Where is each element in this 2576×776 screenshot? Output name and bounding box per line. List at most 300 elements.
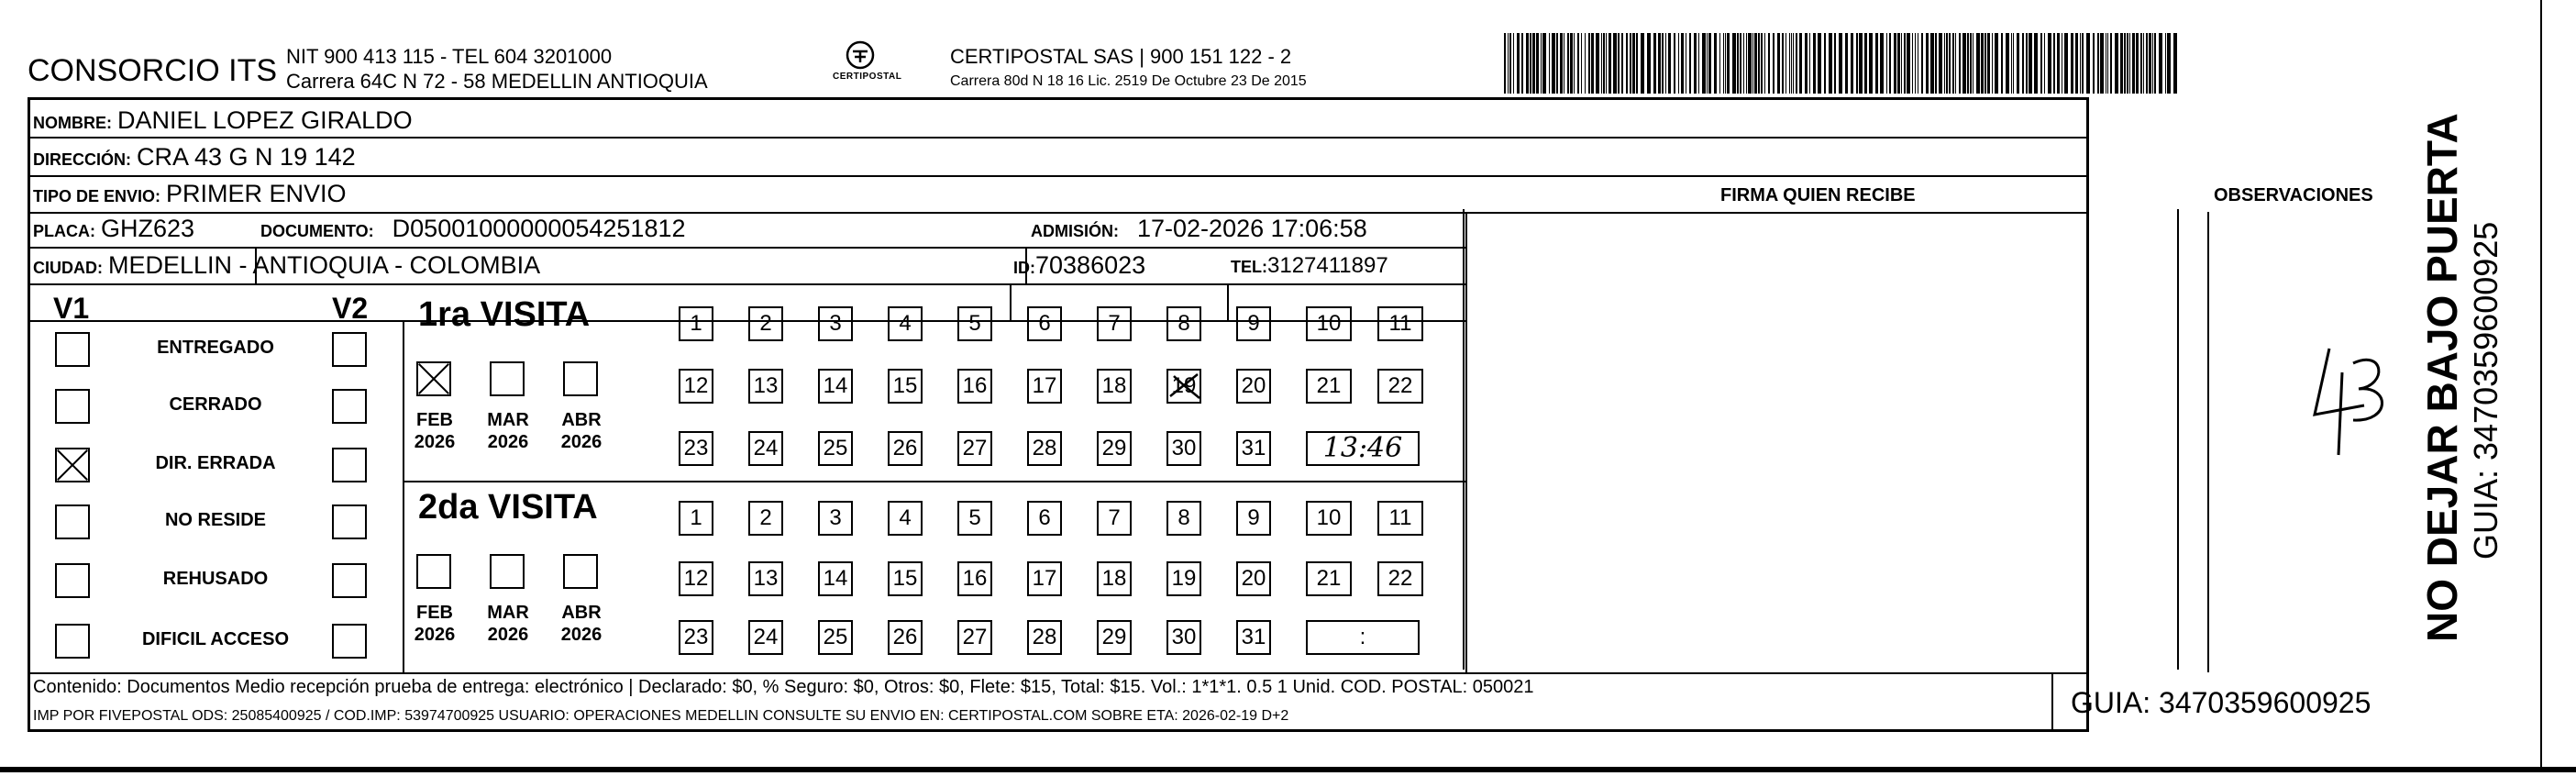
time-box[interactable]: 13:46 bbox=[1306, 431, 1420, 466]
status-v2-checkbox[interactable] bbox=[332, 332, 367, 367]
barcode-bar bbox=[2086, 33, 2090, 94]
barcode-bar bbox=[1588, 33, 1590, 94]
day-box[interactable]: 24 bbox=[748, 431, 783, 466]
day-box[interactable]: 6 bbox=[1027, 306, 1062, 341]
barcode-bar bbox=[2075, 33, 2078, 94]
day-box[interactable]: 22 bbox=[1377, 369, 1423, 404]
barcode-bar bbox=[2011, 33, 2012, 94]
barcode-bar bbox=[1886, 33, 1887, 94]
month-year: 2026 bbox=[560, 625, 603, 645]
barcode-bar bbox=[2110, 33, 2112, 94]
day-box[interactable]: 27 bbox=[957, 431, 992, 466]
day-box[interactable]: 29 bbox=[1097, 620, 1132, 655]
bottom-edge bbox=[0, 767, 2576, 772]
barcode-bar bbox=[2136, 33, 2139, 94]
day-box[interactable]: 5 bbox=[957, 306, 992, 341]
day-box[interactable]: 14 bbox=[818, 369, 853, 404]
barcode-bar bbox=[1955, 33, 1956, 94]
day-box[interactable]: 17 bbox=[1027, 561, 1062, 596]
barcode-bar bbox=[1824, 33, 1826, 94]
barcode-bar bbox=[1743, 33, 1744, 94]
day-box[interactable]: 5 bbox=[957, 501, 992, 536]
barcode-bar bbox=[1665, 33, 1666, 94]
barcode-bar bbox=[1773, 33, 1774, 94]
barcode-bar bbox=[1952, 33, 1954, 94]
barcode-bar bbox=[1658, 33, 1661, 94]
barcode-bar bbox=[1777, 33, 1780, 94]
barcode-bar bbox=[2017, 33, 2019, 94]
barcode-bar bbox=[1845, 33, 1848, 94]
barcode-bar bbox=[1915, 33, 1916, 94]
observation-text bbox=[2302, 330, 2304, 331]
month-checkbox[interactable] bbox=[563, 554, 598, 589]
barcode-bar bbox=[1725, 33, 1726, 94]
day-box[interactable]: 2 bbox=[748, 501, 783, 536]
barcode-bar bbox=[1674, 33, 1675, 94]
status-v2-checkbox[interactable] bbox=[332, 448, 367, 482]
day-box[interactable]: 3 bbox=[818, 306, 853, 341]
footer-impresion: IMP POR FIVEPOSTAL ODS: 25085400925 / COD.IMP: 53974700925 USUARIO: OPERACIONES MEDELLIN CONSULTE SU ENVIO EN: CERTIPOSTAL.COM SOBRE ETA: 2026-02-19 D+2 bbox=[33, 708, 1289, 724]
barcode-bar bbox=[1641, 33, 1644, 94]
barcode-bar bbox=[1626, 33, 1628, 94]
day-box[interactable]: 1 bbox=[679, 501, 713, 536]
day-box[interactable]: 29 bbox=[1097, 431, 1132, 466]
field-admision bbox=[1031, 215, 1367, 243]
barcode-bar bbox=[1618, 33, 1620, 94]
day-box[interactable]: 10 bbox=[1306, 501, 1352, 536]
barcode-bar bbox=[2152, 33, 2153, 94]
barcode-bar bbox=[1556, 33, 1558, 94]
barcode-bar bbox=[1746, 33, 1747, 94]
month-name: MAR bbox=[487, 603, 529, 623]
barcode-bar bbox=[1632, 33, 1635, 94]
barcode-bar bbox=[2013, 33, 2014, 94]
barcode-bar bbox=[2149, 33, 2151, 94]
barcode-bar bbox=[2044, 33, 2045, 94]
barcode-bar bbox=[1894, 33, 1896, 94]
barcode-bar bbox=[2093, 33, 2095, 94]
day-box[interactable]: 4 bbox=[888, 501, 923, 536]
barcode-bar bbox=[1764, 33, 1765, 94]
field-nombre bbox=[33, 106, 413, 135]
barcode-bar bbox=[1793, 33, 1794, 94]
id-label: ID: bbox=[1013, 259, 1035, 277]
barcode-bar bbox=[2006, 33, 2009, 94]
barcode-bar bbox=[1959, 33, 1961, 94]
barcode-bar bbox=[2120, 33, 2123, 94]
day-box[interactable]: 21 bbox=[1306, 561, 1352, 596]
barcode-bar bbox=[1636, 33, 1638, 94]
direccion-label: DIRECCIÓN: bbox=[33, 150, 131, 169]
month-name: ABR bbox=[561, 410, 602, 430]
barcode-bar bbox=[1761, 33, 1763, 94]
barcode-bar bbox=[1621, 33, 1623, 94]
barcode-bar bbox=[1904, 33, 1906, 94]
nit-line: NIT 900 413 115 - TEL 604 3201000 bbox=[286, 45, 613, 68]
tel-label: TEL: bbox=[1231, 258, 1267, 276]
day-box[interactable]: 28 bbox=[1027, 431, 1062, 466]
barcode-bar bbox=[1591, 33, 1594, 94]
barcode-bar bbox=[2140, 33, 2142, 94]
day-box[interactable]: 8 bbox=[1166, 501, 1201, 536]
barcode-bar bbox=[2107, 33, 2108, 94]
admision-label: ADMISIÓN: bbox=[1031, 222, 1119, 240]
day-mark-icon bbox=[1165, 369, 1205, 405]
barcode-bar bbox=[1880, 33, 1884, 94]
day-box[interactable]: 7 bbox=[1097, 306, 1132, 341]
month-label bbox=[556, 409, 607, 453]
barcode-bar bbox=[1985, 33, 1986, 94]
day-box[interactable]: 12 bbox=[679, 369, 713, 404]
day-box[interactable]: 1 bbox=[679, 306, 713, 341]
barcode-bar bbox=[1992, 33, 1993, 94]
barcode-bar bbox=[1504, 33, 1506, 94]
day-box[interactable]: 8 bbox=[1166, 306, 1201, 341]
day-box[interactable]: 23 bbox=[679, 431, 713, 466]
barcode-bar bbox=[1609, 33, 1611, 94]
company-info bbox=[286, 44, 708, 94]
field-id bbox=[1013, 251, 1145, 280]
barcode-bar bbox=[2082, 33, 2084, 94]
barcode-bar bbox=[1662, 33, 1664, 94]
barcode-bar bbox=[1789, 33, 1790, 94]
barcode-bar bbox=[1907, 33, 1910, 94]
barcode-bar bbox=[2022, 33, 2024, 94]
day-box[interactable]: 30 bbox=[1166, 431, 1201, 466]
barcode-bar bbox=[1596, 33, 1599, 94]
barcode-bar bbox=[1889, 33, 1891, 94]
month-name: FEB bbox=[416, 603, 453, 623]
day-box[interactable]: 20 bbox=[1236, 561, 1271, 596]
barcode-bar bbox=[1859, 33, 1863, 94]
barcode-bar bbox=[1601, 33, 1602, 94]
certipostal-info bbox=[950, 44, 1307, 94]
field-tel bbox=[1231, 253, 1388, 279]
day-box[interactable]: 9 bbox=[1236, 501, 1271, 536]
barcode-bar bbox=[1541, 33, 1542, 94]
status-label: CERRADO bbox=[169, 394, 262, 415]
barcode-bar bbox=[1809, 33, 1810, 94]
month-checkbox[interactable] bbox=[416, 554, 451, 589]
barcode-bar bbox=[1939, 33, 1942, 94]
status-v1-checkbox[interactable] bbox=[55, 389, 90, 424]
barcode-bar bbox=[1508, 33, 1509, 94]
barcode-bar bbox=[2026, 33, 2028, 94]
day-box[interactable]: 13 bbox=[748, 561, 783, 596]
logo-text: CERTIPOSTAL bbox=[833, 72, 902, 82]
barcode-bar bbox=[1949, 33, 1951, 94]
month-name: ABR bbox=[561, 603, 602, 623]
barcode-bar bbox=[1581, 33, 1582, 94]
barcode-bar bbox=[2071, 33, 2073, 94]
direccion-value: CRA 43 G N 19 142 bbox=[137, 143, 356, 171]
day-box[interactable]: 23 bbox=[679, 620, 713, 655]
month-checkbox[interactable] bbox=[563, 361, 598, 396]
barcode-bar bbox=[1897, 33, 1900, 94]
month-name: MAR bbox=[487, 410, 529, 430]
day-box[interactable]: 13 bbox=[748, 369, 783, 404]
status-v1-checkbox[interactable] bbox=[55, 563, 90, 598]
day-box[interactable]: 24 bbox=[748, 620, 783, 655]
field-placa bbox=[33, 215, 194, 243]
barcode-bar bbox=[1791, 33, 1792, 94]
barcode-bar bbox=[1799, 33, 1802, 94]
day-box[interactable]: 10 bbox=[1306, 306, 1352, 341]
status-v1-checkbox[interactable] bbox=[55, 332, 90, 367]
barcode-bar bbox=[1530, 33, 1531, 94]
month-label bbox=[556, 602, 607, 646]
status-label: ENTREGADO bbox=[157, 338, 274, 358]
barcode-bar bbox=[1570, 33, 1573, 94]
side-guia: GUIA: 3470359600925 bbox=[2467, 221, 2504, 560]
day-box[interactable]: 2 bbox=[748, 306, 783, 341]
barcode-bar bbox=[1521, 33, 1523, 94]
status-v2-checkbox[interactable] bbox=[332, 563, 367, 598]
status-v1-checkbox[interactable] bbox=[55, 624, 90, 659]
documento-label: DOCUMENTO: bbox=[260, 222, 374, 240]
barcode-bar bbox=[1532, 33, 1535, 94]
month-year: 2026 bbox=[414, 625, 456, 645]
month-label bbox=[482, 409, 534, 453]
barcode-bar bbox=[1856, 33, 1858, 94]
month-checkbox[interactable] bbox=[490, 554, 525, 589]
barcode-bar bbox=[1829, 33, 1832, 94]
observaciones-label: OBSERVACIONES bbox=[2214, 185, 2373, 205]
barcode-bar bbox=[1517, 33, 1520, 94]
barcode-bar bbox=[1944, 33, 1945, 94]
barcode-bar bbox=[1509, 33, 1511, 94]
no-dejar-bajo-puerta: NO DEJAR BAJO PUERTA bbox=[2418, 113, 2466, 642]
barcode-bar bbox=[2100, 33, 2104, 94]
month-year: 2026 bbox=[487, 432, 529, 452]
barcode-bar bbox=[1768, 33, 1770, 94]
day-box[interactable]: 30 bbox=[1166, 620, 1201, 655]
barcode-bar bbox=[1603, 33, 1605, 94]
barcode-bar bbox=[1782, 33, 1784, 94]
day-box[interactable]: 15 bbox=[888, 369, 923, 404]
placa-label: PLACA: bbox=[33, 222, 95, 240]
nombre-value: DANIEL LOPEZ GIRALDO bbox=[117, 106, 413, 134]
day-box[interactable]: 9 bbox=[1236, 306, 1271, 341]
day-box[interactable]: 17 bbox=[1027, 369, 1062, 404]
barcode-bar bbox=[1707, 33, 1708, 94]
barcode-bar bbox=[2132, 33, 2135, 94]
ciudad-label: CIUDAD: bbox=[33, 259, 103, 277]
barcode-bar bbox=[2173, 33, 2177, 94]
barcode-bar bbox=[1976, 33, 1980, 94]
firma-label: FIRMA QUIEN RECIBE bbox=[1720, 185, 1916, 205]
day-box[interactable]: 14 bbox=[818, 561, 853, 596]
barcode-bar bbox=[1678, 33, 1679, 94]
day-box[interactable]: 11 bbox=[1377, 501, 1423, 536]
barcode-bar bbox=[1981, 33, 1984, 94]
admision-value: 17-02-2026 17:06:58 bbox=[1137, 215, 1367, 242]
barcode-bar bbox=[2154, 33, 2156, 94]
v2-header: V2 bbox=[332, 292, 369, 325]
field-direccion bbox=[33, 143, 356, 172]
day-box[interactable]: 11 bbox=[1377, 306, 1423, 341]
day-box[interactable]: 6 bbox=[1027, 501, 1062, 536]
day-box[interactable]: 4 bbox=[888, 306, 923, 341]
barcode-bar bbox=[1653, 33, 1656, 94]
handwritten-observation bbox=[2302, 330, 2403, 468]
barcode-bar bbox=[1536, 33, 1539, 94]
barcode-bar bbox=[2124, 33, 2126, 94]
month-label bbox=[409, 409, 460, 453]
barcode-bar bbox=[1723, 33, 1724, 94]
barcode-bar bbox=[1585, 33, 1586, 94]
day-box[interactable]: 20 bbox=[1236, 369, 1271, 404]
status-label: DIR. ERRADA bbox=[155, 453, 276, 473]
barcode-bar bbox=[1577, 33, 1579, 94]
status-v2-checkbox[interactable] bbox=[332, 389, 367, 424]
month-checkbox[interactable] bbox=[416, 361, 451, 396]
barcode-bar bbox=[1970, 33, 1972, 94]
footer-guia: GUIA: 3470359600925 bbox=[2071, 686, 2371, 719]
barcode-bar bbox=[2001, 33, 2003, 94]
barcode-bar bbox=[1805, 33, 1808, 94]
day-box[interactable]: 31 bbox=[1236, 431, 1271, 466]
barcode-bar bbox=[1727, 33, 1730, 94]
barcode-bar bbox=[1613, 33, 1617, 94]
barcode-bar bbox=[2143, 33, 2144, 94]
barcode-bar bbox=[1526, 33, 1529, 94]
day-box[interactable]: 18 bbox=[1097, 561, 1132, 596]
barcode-bar bbox=[2029, 33, 2032, 94]
barcode-bar bbox=[1740, 33, 1741, 94]
barcode-bar bbox=[1926, 33, 1929, 94]
day-box[interactable]: 27 bbox=[957, 620, 992, 655]
barcode-bar bbox=[2057, 33, 2060, 94]
barcode-bar bbox=[2053, 33, 2055, 94]
day-box[interactable]: 25 bbox=[818, 431, 853, 466]
tipo-envio-value: PRIMER ENVIO bbox=[166, 180, 347, 207]
month-year: 2026 bbox=[487, 625, 529, 645]
footer-contenido: Contenido: Documentos Medio recepción prueba de entrega: electrónico | Declarado: $0, % Seguro: $0, Otros: $0, Flete: $15, Total: $15. Vol.: 1*1*1. 0.5 1 Unid. COD. POSTAL: 050021 bbox=[33, 677, 1534, 697]
barcode-bar bbox=[1796, 33, 1797, 94]
barcode-bar bbox=[1668, 33, 1671, 94]
barcode-bar bbox=[1901, 33, 1902, 94]
id-value: 70386023 bbox=[1035, 251, 1146, 279]
field-tipo-envio bbox=[33, 180, 347, 208]
barcode-bar bbox=[1995, 33, 1998, 94]
barcode-bar bbox=[1935, 33, 1937, 94]
barcode-bar bbox=[1549, 33, 1550, 94]
barcode-bar bbox=[1574, 33, 1575, 94]
v1-header: V1 bbox=[53, 292, 90, 325]
barcode-bar bbox=[1967, 33, 1969, 94]
barcode-bar bbox=[1732, 33, 1736, 94]
day-box[interactable]: 26 bbox=[888, 620, 923, 655]
month-label bbox=[482, 602, 534, 646]
license-line: Carrera 80d N 18 16 Lic. 2519 De Octubre 23 De 2015 bbox=[950, 73, 1307, 89]
barcode-bar bbox=[1912, 33, 1913, 94]
barcode-bar bbox=[2165, 33, 2166, 94]
day-box[interactable]: 26 bbox=[888, 431, 923, 466]
barcode-bar bbox=[2167, 33, 2171, 94]
status-v2-checkbox[interactable] bbox=[332, 504, 367, 539]
day-box[interactable]: 3 bbox=[818, 501, 853, 536]
barcode-bar bbox=[2146, 33, 2148, 94]
barcode-bar bbox=[1694, 33, 1697, 94]
address-line: Carrera 64C N 72 - 58 MEDELLIN ANTIOQUIA bbox=[286, 70, 708, 93]
day-box[interactable]: 22 bbox=[1377, 561, 1423, 596]
barcode bbox=[1504, 33, 2183, 94]
barcode-bar bbox=[2129, 33, 2130, 94]
time-box[interactable]: : bbox=[1306, 620, 1420, 655]
barcode-bar bbox=[1946, 33, 1948, 94]
day-box[interactable]: 18 bbox=[1097, 369, 1132, 404]
barcode-bar bbox=[1689, 33, 1691, 94]
status-label: REHUSADO bbox=[162, 569, 269, 589]
day-box[interactable]: 28 bbox=[1027, 620, 1062, 655]
barcode-bar bbox=[2127, 33, 2128, 94]
barcode-bar bbox=[1851, 33, 1853, 94]
visit1-title: 1ra VISITA bbox=[418, 295, 591, 334]
certipostal-logo bbox=[814, 39, 906, 92]
ciudad-value: MEDELLIN - ANTIOQUIA - COLOMBIA bbox=[108, 251, 541, 279]
day-box[interactable]: 25 bbox=[818, 620, 853, 655]
day-box[interactable]: 19 bbox=[1166, 561, 1201, 596]
tel-value: 3127411897 bbox=[1267, 253, 1388, 278]
barcode-bar bbox=[1869, 33, 1873, 94]
month-checkbox[interactable] bbox=[490, 361, 525, 396]
barcode-bar bbox=[1987, 33, 1990, 94]
day-box[interactable]: 12 bbox=[679, 561, 713, 596]
barcode-bar bbox=[1754, 33, 1757, 94]
placa-value: GHZ623 bbox=[101, 215, 195, 242]
barcode-bar bbox=[1813, 33, 1816, 94]
barcode-bar bbox=[2040, 33, 2042, 94]
barcode-bar bbox=[1839, 33, 1842, 94]
visit2-title: 2da VISITA bbox=[418, 488, 598, 527]
barcode-bar bbox=[2097, 33, 2099, 94]
field-documento bbox=[260, 215, 686, 243]
barcode-bar bbox=[1758, 33, 1760, 94]
barcode-bar bbox=[1714, 33, 1717, 94]
barcode-bar bbox=[2115, 33, 2118, 94]
barcode-bar bbox=[2080, 33, 2081, 94]
barcode-bar bbox=[1698, 33, 1699, 94]
day-box[interactable]: 16 bbox=[957, 369, 992, 404]
barcode-bar bbox=[1737, 33, 1739, 94]
barcode-bar bbox=[1962, 33, 1966, 94]
month-year: 2026 bbox=[560, 432, 603, 452]
barcode-bar bbox=[1930, 33, 1934, 94]
status-label: NO RESIDE bbox=[164, 510, 267, 530]
status-v1-checkbox[interactable] bbox=[55, 448, 90, 482]
barcode-bar bbox=[2159, 33, 2162, 94]
barcode-bar bbox=[1647, 33, 1651, 94]
month-year: 2026 bbox=[414, 432, 456, 452]
tipo-envio-label: TIPO DE ENVIO: bbox=[33, 187, 161, 205]
barcode-bar bbox=[1630, 33, 1631, 94]
day-box[interactable]: 31 bbox=[1236, 620, 1271, 655]
day-box[interactable]: 7 bbox=[1097, 501, 1132, 536]
barcode-bar bbox=[1708, 33, 1711, 94]
barcode-bar bbox=[2034, 33, 2038, 94]
barcode-bar bbox=[1864, 33, 1867, 94]
day-box[interactable]: 15 bbox=[888, 561, 923, 596]
barcode-bar bbox=[1818, 33, 1821, 94]
barcode-bar bbox=[1748, 33, 1752, 94]
status-v1-checkbox[interactable] bbox=[55, 504, 90, 539]
barcode-bar bbox=[1542, 33, 1546, 94]
day-box[interactable]: 21 bbox=[1306, 369, 1352, 404]
status-v2-checkbox[interactable] bbox=[332, 624, 367, 659]
day-box[interactable]: 19 bbox=[1166, 369, 1201, 404]
day-box[interactable]: 16 bbox=[957, 561, 992, 596]
